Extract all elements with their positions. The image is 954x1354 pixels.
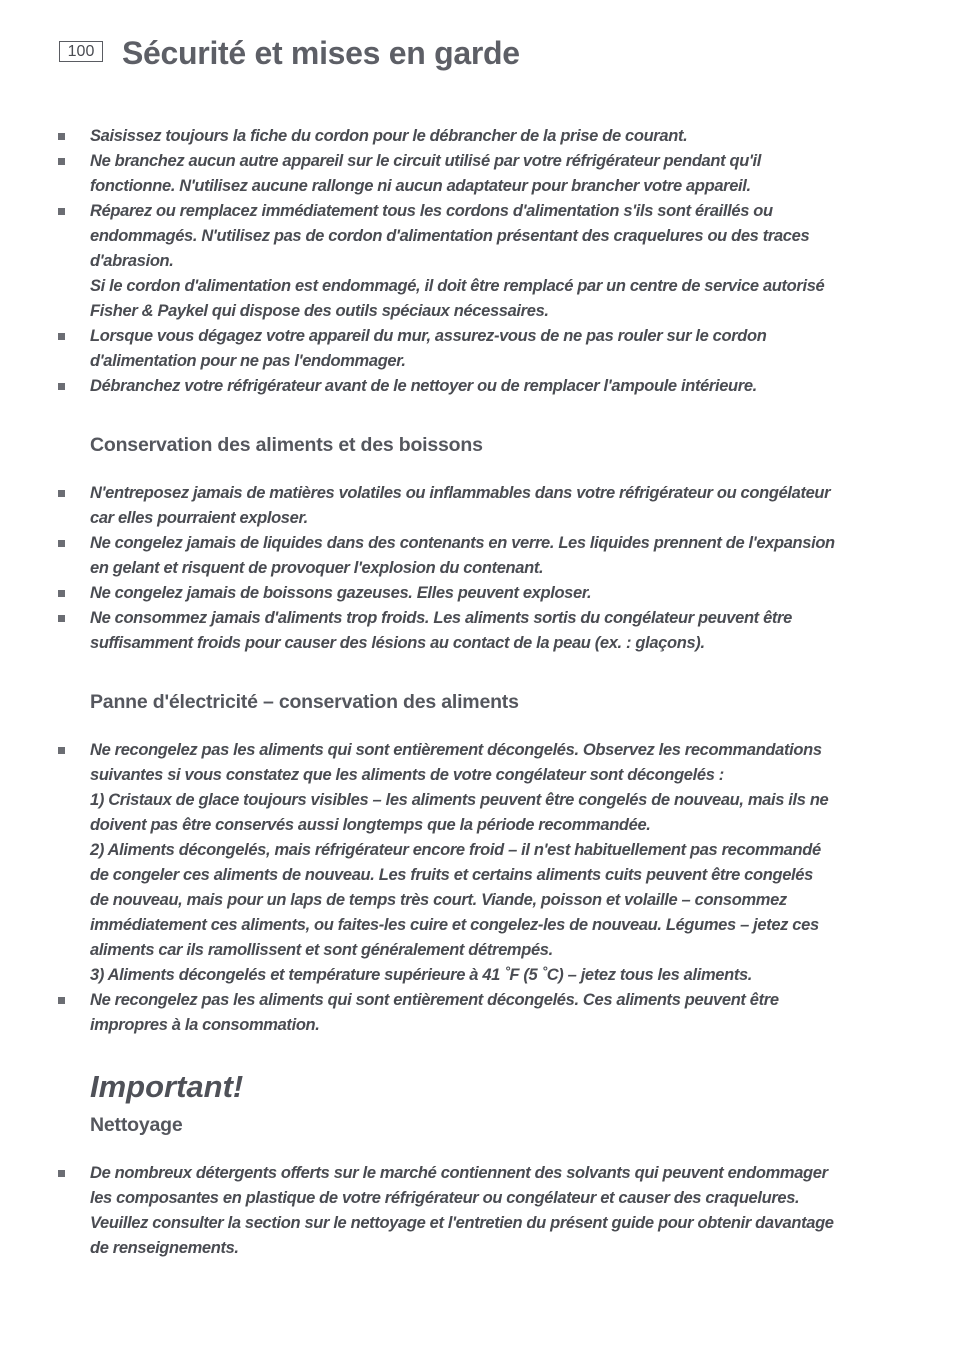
list-item xyxy=(90,149,902,199)
bullet-icon xyxy=(58,747,65,754)
list-item xyxy=(90,988,902,1038)
bullet-icon xyxy=(58,133,65,140)
list-item-text: Ne recongelez pas les aliments qui sont entièrement décongelés. Ces aliments peuvent être impropres à la consommation. xyxy=(90,991,779,1034)
bullet-icon xyxy=(58,997,65,1004)
bullet-icon xyxy=(58,208,65,215)
bullet-icon xyxy=(58,333,65,340)
page-number-box: 100 xyxy=(59,41,103,62)
list-item xyxy=(90,738,902,988)
list-item-text: Ne branchez aucun autre appareil sur le circuit utilisé par votre réfrigérateur pendant qu'il fonctionne. N'utilisez aucune rallonge ni aucun adaptateur pour brancher votre appareil. xyxy=(90,152,761,195)
list-item-text: Ne congelez jamais de liquides dans des contenants en verre. Les liquides prennent de l'expansion en gelant et risquent de provoquer l'explosion du contenant. xyxy=(90,534,835,577)
list-item-text: Ne recongelez pas les aliments qui sont entièrement décongelés. Observez les recommandations suivantes si vous constatez que les aliments de votre congélateur sont décongelés : 1) Cristaux de glace toujours visibles – les aliments peuvent être congelés de nouveau, mais ils ne doivent pas être conservés aussi longtemps que la période recommandée. 2) Aliments décongelés, mais réfrigérateur encore froid – il n'est habituellement pas recommandé de congeler ces aliments de nouveau. Les fruits et certains aliments cuits peuvent être congelés de nouveau, mais pour un laps de temps très court. Viande, poisson et volaille – consommez immédiatement ces aliments, ou faites-les cuire et congelez-les de nouveau. Légumes – jetez ces aliments car ils ramollissent et sont généralement détrempés. 3) Aliments décongelés et température supérieure à 41 ˚F (5 ˚C) – jetez tous les aliments. xyxy=(90,741,829,984)
bullet-icon xyxy=(58,490,65,497)
list-item-text: Débranchez votre réfrigérateur avant de le nettoyer ou de remplacer l'ampoule intérieure. xyxy=(90,377,757,395)
bullet-icon xyxy=(58,1170,65,1177)
bullet-icon xyxy=(58,158,65,165)
bullet-icon xyxy=(58,540,65,547)
list-item-text: Saisissez toujours la fiche du cordon pour le débrancher de la prise de courant. xyxy=(90,127,688,145)
list-item xyxy=(90,199,902,324)
list-item-text: Ne congelez jamais de boissons gazeuses. Elles peuvent exploser. xyxy=(90,584,592,602)
list-item-text: Lorsque vous dégagez votre appareil du mur, assurez-vous de ne pas rouler sur le cordon d'alimentation pour ne pas l'endommager. xyxy=(90,327,767,370)
page-title: Sécurité et mises en garde xyxy=(122,35,520,71)
bullet-icon xyxy=(58,383,65,390)
section-heading-power-outage: Panne d'électricité – conservation des aliments xyxy=(90,691,519,713)
list-item xyxy=(90,1161,902,1261)
list-item xyxy=(90,481,902,531)
list-item xyxy=(90,531,902,581)
list-item-text: De nombreux détergents offerts sur le marché contiennent des solvants qui peuvent endommager les composantes en plastique de votre réfrigérateur ou congélateur et causer des craquelures. Veuillez consulter la section sur le nettoyage et l'entretien du présent guide pour obtenir davantage de renseignements. xyxy=(90,1164,834,1257)
list-item-text: Réparez ou remplacez immédiatement tous les cordons d'alimentation s'ils sont éraillés ou endommagés. N'utilisez pas de cordon d'alimentation présentant des craquelures ou des traces d'abrasion. Si le cordon d'alimentation est endommagé, il doit être remplacé par un centre de service autorisé Fisher & Paykel qui dispose des outils spéciaux nécessaires. xyxy=(90,202,825,320)
list-item-text: Ne consommez jamais d'aliments trop froids. Les aliments sortis du congélateur peuvent être suffisamment froids pour causer des lésions au contact de la peau (ex. : glaçons). xyxy=(90,609,792,652)
bullet-icon xyxy=(58,615,65,622)
list-item xyxy=(90,581,902,606)
list-item xyxy=(90,124,902,149)
bullet-icon xyxy=(58,590,65,597)
section-heading-cleaning: Nettoyage xyxy=(90,1114,183,1136)
list-item xyxy=(90,324,902,374)
list-item-text: N'entreposez jamais de matières volatiles ou inflammables dans votre réfrigérateur ou congélateur car elles pourraient exploser. xyxy=(90,484,831,527)
list-item xyxy=(90,606,902,656)
list-item xyxy=(90,374,902,399)
section-heading-food-storage: Conservation des aliments et des boissons xyxy=(90,434,483,456)
important-title: Important! xyxy=(90,1069,244,1104)
